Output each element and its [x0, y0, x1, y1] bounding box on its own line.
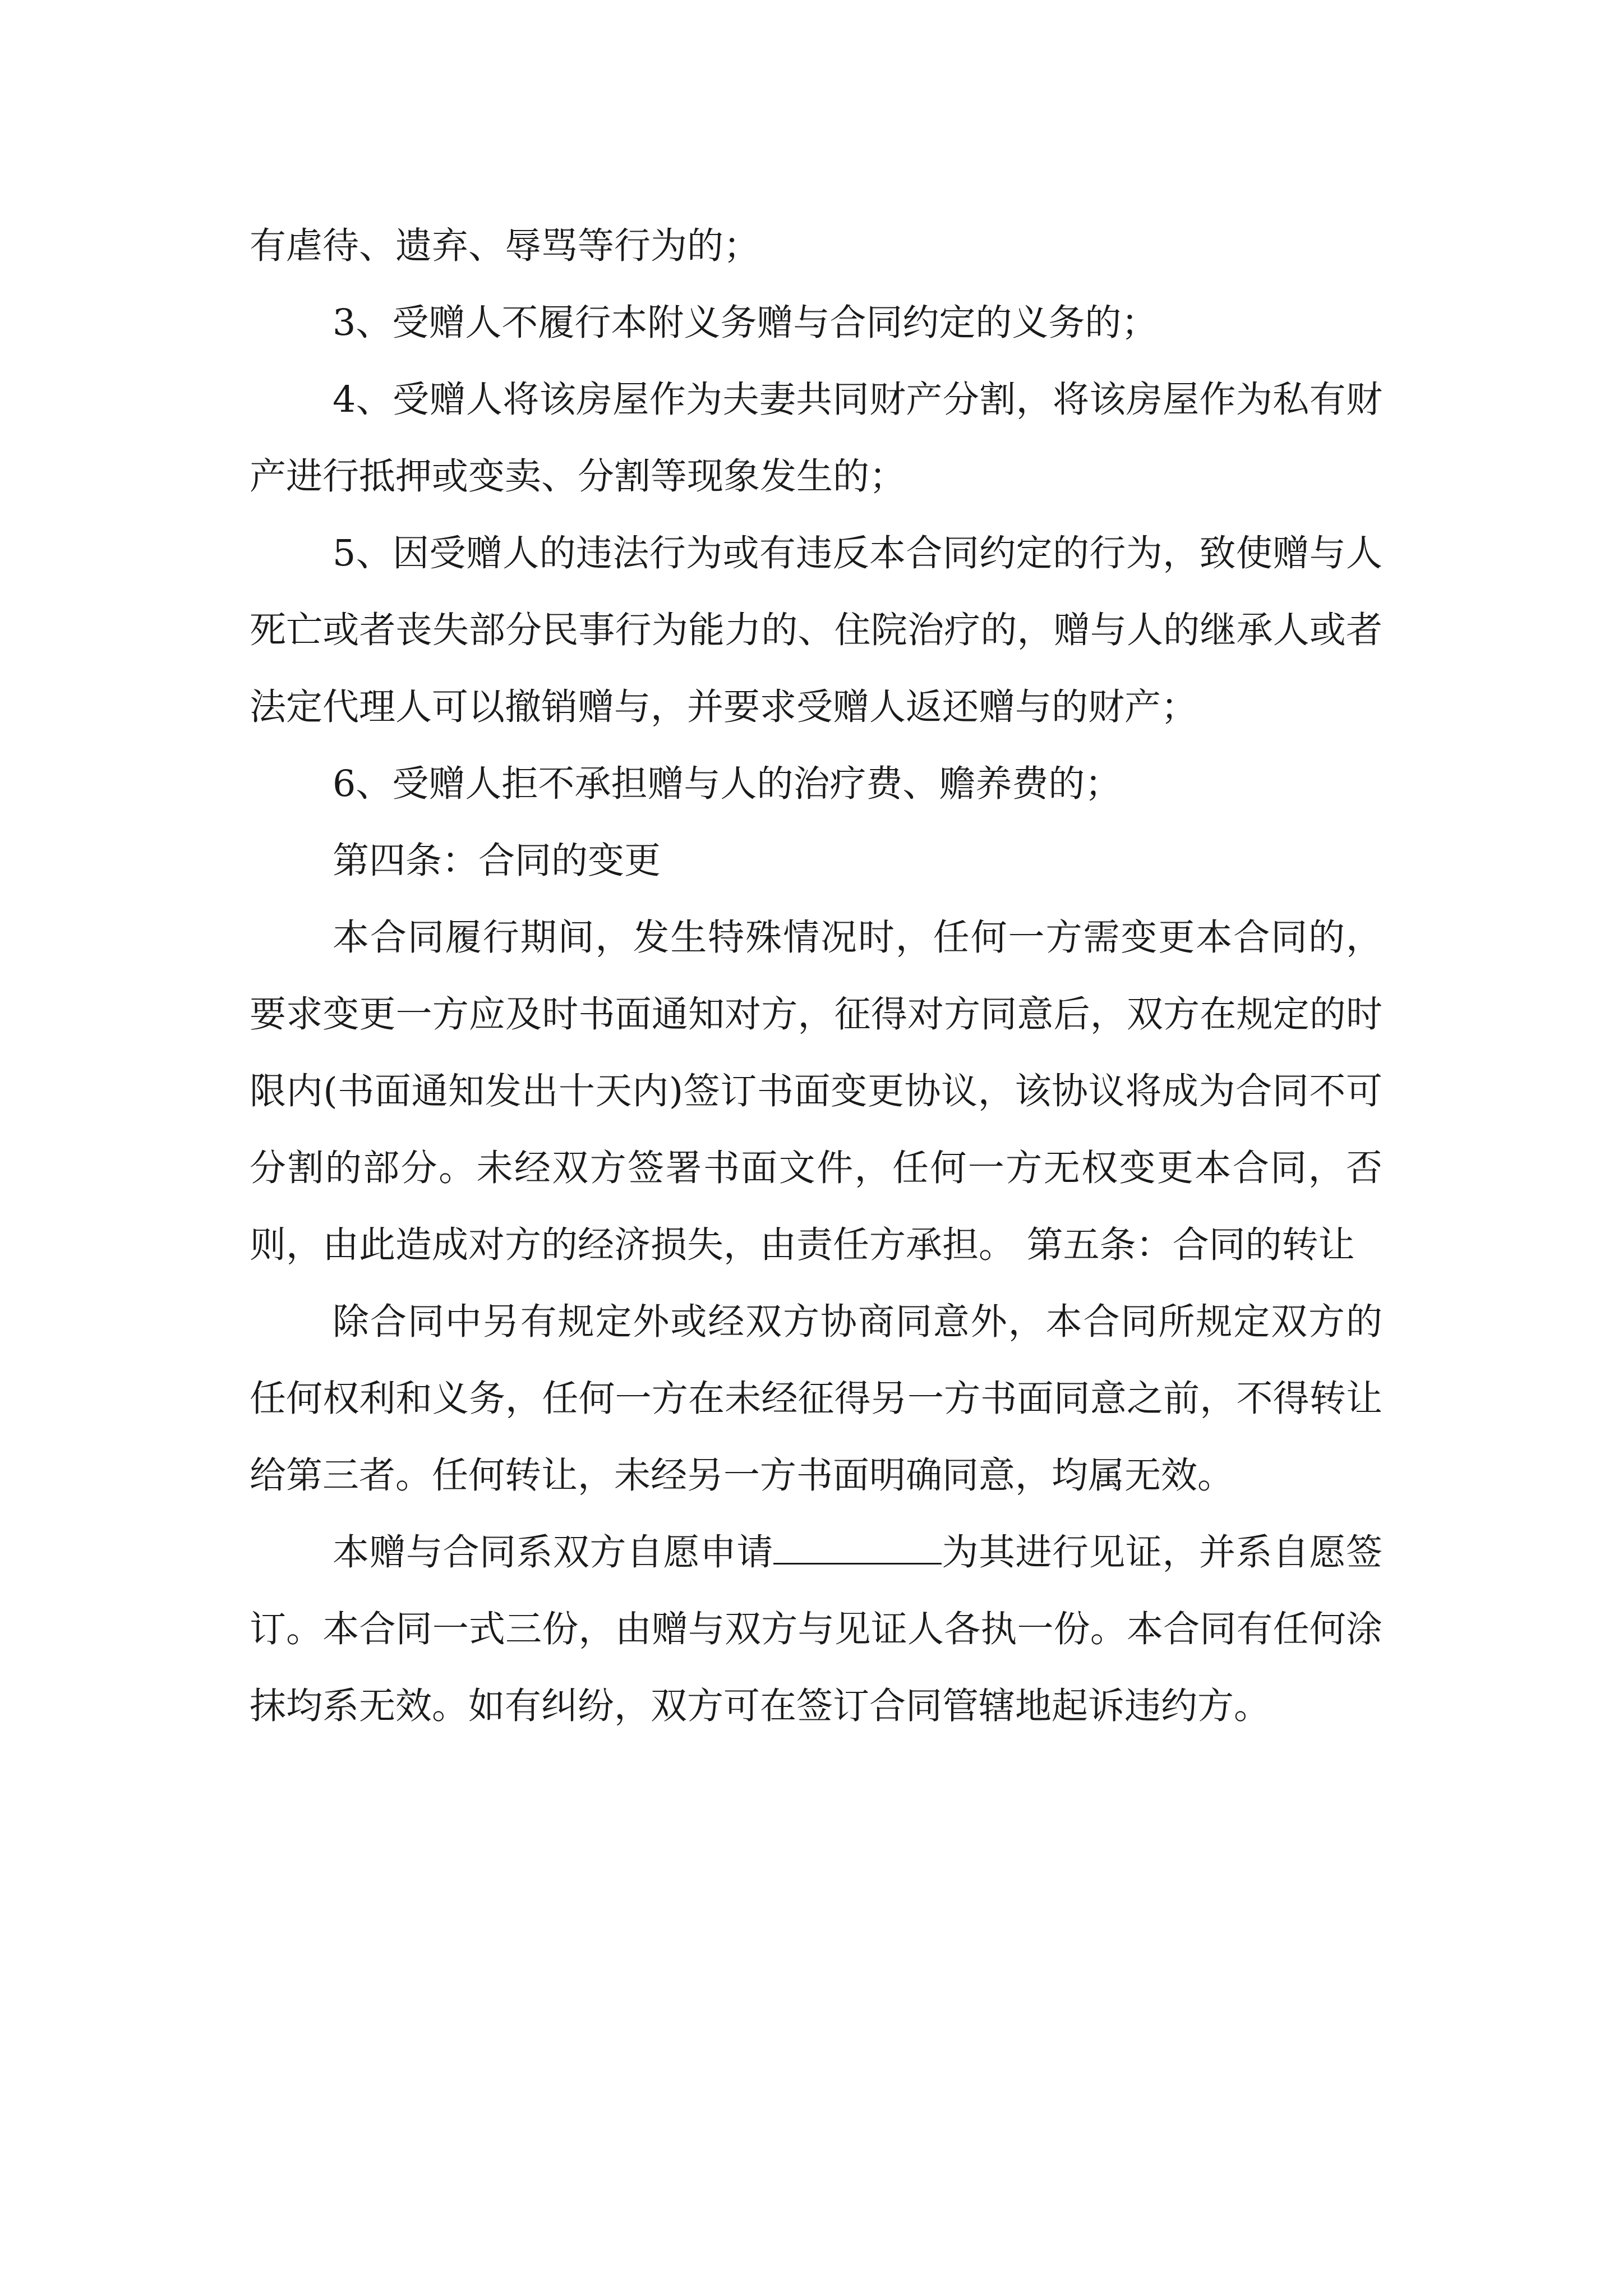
paragraph-contract-transfer: 除合同中另有规定外或经双方协商同意外，本合同所规定双方的任何权利和义务，任何一方在未经征得另一方书面同意之前，不得转让给第三者。任何转让，未经另一方书面明确同意，均属无效。: [250, 1301, 1382, 1497]
paragraph-item-4: 4、受赠人将该房屋作为夫妻共同财产分割，将该房屋作为私有财产进行抵押或变卖、分割等现象发生的；: [250, 379, 1382, 498]
witness-text-before: 本赠与合同系双方自愿申请: [333, 1531, 773, 1573]
paragraph-item-6: 6、受赠人拒不承担赠与人的治疗费、赡养费的；: [333, 763, 1122, 805]
paragraph-item-3: 3、受赠人不履行本附义务赠与合同约定的义务的；: [333, 302, 1158, 344]
section-heading-article-4: 第四条：合同的变更: [333, 840, 661, 882]
paragraph-contract-change: 本合同履行期间，发生特殊情况时，任何一方需变更本合同的，要求变更一方应及时书面通知对方，征得对方同意后，双方在规定的时限内(书面通知发出十天内)签订书面变更协议，该协议将成为合同不可分割的部分。未经双方签署书面文件，任何一方无权变更本合同，否则，由此造成对方的经济损失，由责任方承担。 第五条：合同的转让: [250, 917, 1382, 1266]
paragraph-item-5: 5、因受赠人的违法行为或有违反本合同约定的行为，致使赠与人死亡或者丧失部分民事行为能力的、住院治疗的，赠与人的继承人或者法定代理人可以撤销赠与，并要求受赠人返还赠与的财产；: [250, 532, 1382, 728]
witness-blank-line: [773, 1529, 942, 1565]
document-page: [250, 208, 1382, 1745]
paragraph-witness: [250, 1514, 1382, 1745]
witness-text-after: 为其进行见证，并系自愿签订。本合同一式三份，由赠与双方与见证人各执一份。本合同有任何涂抹均系无效。如有纠纷，双方可在签订合同管辖地起诉违约方。: [250, 1531, 1382, 1727]
paragraph-continuation: 有虐待、遗弃、辱骂等行为的；: [250, 225, 760, 267]
